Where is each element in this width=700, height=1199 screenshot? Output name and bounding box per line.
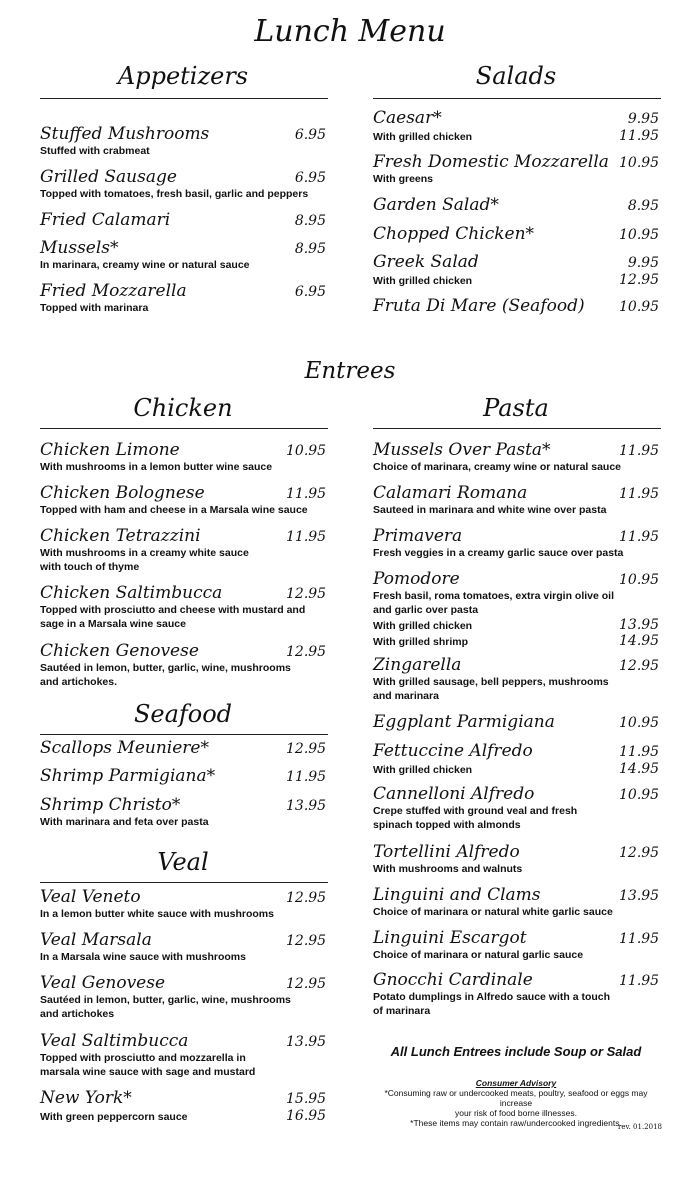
- item-description: With grilled chicken: [373, 275, 473, 287]
- chicken-heading: Chicken: [133, 394, 233, 422]
- veal-heading: Veal: [157, 848, 209, 876]
- menu-item: [40, 641, 326, 689]
- menu-item: [40, 738, 326, 758]
- item-price: 11.95: [619, 931, 660, 947]
- menu-item: [373, 195, 659, 215]
- menu-item: [373, 108, 659, 144]
- item-description: Choice of marinara or natural white garlic sauce: [373, 906, 613, 918]
- menu-item: [373, 152, 659, 186]
- item-name: Zingarella: [373, 655, 462, 675]
- menu-item: [40, 795, 326, 829]
- item-name: Scallops Meuniere*: [40, 738, 209, 758]
- item-name: Pomodore: [373, 569, 460, 589]
- item-name: Mussels*: [40, 238, 119, 258]
- item-price: 9.95: [627, 255, 659, 271]
- menu-item: [373, 440, 659, 474]
- item-name: Chicken Tetrazzini: [40, 526, 201, 546]
- menu-item: [373, 483, 659, 517]
- item-price: 10.95: [619, 715, 660, 731]
- item-name: Fruta Di Mare (Seafood): [373, 296, 585, 316]
- menu-item: [373, 885, 659, 919]
- appetizers-heading: Appetizers: [117, 62, 249, 90]
- item-name: Chicken Bolognese: [40, 483, 205, 503]
- item-name: Eggplant Parmigiana: [373, 712, 555, 732]
- item-description-line2: spinach topped with almonds: [373, 819, 521, 831]
- menu-item: [40, 526, 326, 574]
- item-description: In a Marsala wine sauce with mushrooms: [40, 951, 246, 963]
- soup-salad-note: All Lunch Entrees include Soup or Salad: [390, 1044, 642, 1059]
- advisory-title: Consumer Advisory: [475, 1078, 557, 1088]
- item-description: With grilled chicken: [373, 764, 473, 776]
- item-description-line2: and artichokes.: [40, 676, 118, 688]
- item-price-option: 14.95: [619, 633, 660, 649]
- item-name: Mussels Over Pasta*: [373, 440, 551, 460]
- menu-item: [40, 887, 326, 921]
- item-name: Calamari Romana: [373, 483, 528, 503]
- menu-item: [373, 655, 659, 703]
- item-price: 12.95: [286, 586, 327, 602]
- item-name: Veal Genovese: [40, 973, 166, 993]
- consumer-advisory: [373, 1078, 659, 1128]
- item-name: Fried Mozzarella: [40, 281, 187, 301]
- item-price: 13.95: [619, 888, 660, 904]
- item-name: Cannelloni Alfredo: [373, 784, 535, 804]
- item-price: 11.95: [619, 486, 660, 502]
- item-description-line2: marsala wine sauce with sage and mustard: [40, 1066, 256, 1078]
- entrees-heading: Entrees: [304, 358, 396, 384]
- menu-item: [40, 583, 326, 631]
- pasta-rule: [373, 428, 661, 429]
- item-price: 11.95: [619, 744, 660, 760]
- item-name: Fried Calamari: [40, 210, 171, 230]
- item-name: Primavera: [373, 526, 463, 546]
- item-price: 13.95: [286, 1034, 327, 1050]
- item-price: 12.95: [286, 644, 327, 660]
- item-description: Choice of marinara or natural garlic sauce: [373, 949, 584, 961]
- item-description: With mushrooms and walnuts: [373, 863, 523, 875]
- item-description: Crepe stuffed with ground veal and fresh: [373, 805, 578, 817]
- item-name: Stuffed Mushrooms: [40, 124, 210, 144]
- item-price: 11.95: [286, 486, 327, 502]
- menu-item: [373, 296, 659, 316]
- item-description: In a lemon butter white sauce with mushrooms: [40, 908, 274, 920]
- pasta-heading: Pasta: [483, 394, 549, 422]
- menu-item: [40, 1088, 326, 1124]
- menu-item: [373, 712, 659, 732]
- chicken-rule: [40, 428, 328, 429]
- item-price: 11.95: [286, 529, 327, 545]
- item-price: 12.95: [619, 845, 660, 861]
- menu-item: [40, 167, 326, 201]
- item-price: 8.95: [294, 213, 326, 229]
- item-description: With mushrooms in a lemon butter wine sauce: [40, 461, 273, 473]
- item-description-line2: and artichokes: [40, 1008, 115, 1020]
- item-name: Chicken Saltimbucca: [40, 583, 223, 603]
- item-price: 11.95: [619, 529, 660, 545]
- menu-item: [373, 252, 659, 288]
- menu-item: [40, 1031, 326, 1079]
- item-name: Tortellini Alfredo: [373, 842, 520, 862]
- menu-item: [373, 569, 659, 649]
- menu-item: [40, 766, 326, 786]
- appetizers-rule: [40, 98, 328, 99]
- item-price: 12.95: [286, 976, 327, 992]
- item-price: 15.95: [286, 1091, 327, 1107]
- menu-item: [40, 930, 326, 964]
- item-name: Garden Salad*: [373, 195, 499, 215]
- item-price: 6.95: [294, 284, 326, 300]
- item-name: Linguini and Clams: [373, 885, 541, 905]
- item-description: With green peppercorn sauce: [40, 1111, 188, 1123]
- advisory-line: *Consuming raw or undercooked meats, poultry, seafood or eggs may increase: [384, 1088, 648, 1108]
- item-price: 10.95: [619, 572, 660, 588]
- menu-item: [40, 483, 326, 517]
- item-name: Shrimp Parmigiana*: [40, 766, 216, 786]
- item-description: Sautéed in lemon, butter, garlic, wine, mushrooms: [40, 662, 291, 674]
- item-price-option: 12.95: [619, 272, 660, 288]
- item-option-label: With grilled shrimp: [373, 636, 468, 648]
- menu-item: [40, 440, 326, 474]
- item-name: Linguini Escargot: [373, 928, 527, 948]
- item-price: 10.95: [619, 155, 660, 171]
- revision-date: rev. 01.2018: [617, 1123, 662, 1131]
- item-price: 6.95: [294, 127, 326, 143]
- menu-item: [373, 526, 659, 560]
- item-price-option: 14.95: [619, 761, 660, 777]
- salads-rule: [373, 98, 661, 99]
- item-name: Gnocchi Cardinale: [373, 970, 533, 990]
- item-name: Chicken Limone: [40, 440, 180, 460]
- item-description: Topped with prosciutto and cheese with mustard and: [40, 604, 306, 616]
- item-description: Topped with marinara: [40, 302, 149, 314]
- item-price: 9.95: [627, 111, 659, 127]
- item-price: 13.95: [286, 798, 327, 814]
- menu-item: [373, 842, 659, 876]
- item-description: Choice of marinara, creamy wine or natural sauce: [373, 461, 622, 473]
- item-price: 10.95: [619, 299, 660, 315]
- item-price: 6.95: [294, 170, 326, 186]
- menu-item: [373, 784, 659, 832]
- item-name: Veal Veneto: [40, 887, 141, 907]
- menu-item: [40, 973, 326, 1021]
- item-price: 11.95: [286, 769, 327, 785]
- item-description: With greens: [373, 173, 433, 185]
- item-price: 8.95: [294, 241, 326, 257]
- item-description-line2: with touch of thyme: [40, 561, 140, 573]
- item-price: 12.95: [286, 741, 327, 757]
- menu-item: [40, 124, 326, 158]
- item-description: Topped with ham and cheese in a Marsala wine sauce: [40, 504, 308, 516]
- item-description: With mushrooms in a creamy white sauce: [40, 547, 249, 559]
- item-price: 11.95: [619, 443, 660, 459]
- menu-item: [40, 238, 326, 272]
- item-price: 10.95: [619, 787, 660, 803]
- item-name: New York*: [40, 1088, 132, 1108]
- menu-item: [40, 210, 326, 230]
- item-description-line2: sage in a Marsala wine sauce: [40, 618, 186, 630]
- item-price: 12.95: [286, 890, 327, 906]
- item-name: Chopped Chicken*: [373, 224, 535, 244]
- item-description: Topped with prosciutto and mozzarella in: [40, 1052, 246, 1064]
- item-description: Fresh veggies in a creamy garlic sauce over pasta: [373, 547, 624, 559]
- menu-item: [373, 741, 659, 777]
- salads-heading: Salads: [475, 62, 557, 90]
- item-price: 11.95: [619, 973, 660, 989]
- item-price-option: 11.95: [619, 128, 660, 144]
- item-description: In marinara, creamy wine or natural sauce: [40, 259, 250, 271]
- item-description-line2: of marinara: [373, 1005, 431, 1017]
- seafood-rule: [40, 734, 328, 735]
- item-price-option: 13.95: [619, 617, 660, 633]
- item-name: Fettuccine Alfredo: [373, 741, 533, 761]
- item-description: With grilled chicken: [373, 131, 473, 143]
- advisory-line: your risk of food borne illnesses.: [455, 1108, 577, 1118]
- item-name: Caesar*: [373, 108, 442, 128]
- item-name: Greek Salad: [373, 252, 479, 272]
- item-description: Sautéed in lemon, butter, garlic, wine, mushrooms: [40, 994, 291, 1006]
- item-name: Grilled Sausage: [40, 167, 177, 187]
- item-description-line2: and garlic over pasta: [373, 604, 479, 616]
- item-description: Potato dumplings in Alfredo sauce with a touch: [373, 991, 611, 1003]
- item-name: Chicken Genovese: [40, 641, 199, 661]
- item-price-option: 16.95: [286, 1108, 327, 1124]
- advisory-line: *These items may contain raw/undercooked ingredients.: [410, 1118, 622, 1128]
- item-price: 10.95: [286, 443, 327, 459]
- veal-rule: [40, 882, 328, 883]
- item-price: 10.95: [619, 227, 660, 243]
- item-description: With grilled sausage, bell peppers, mushrooms: [373, 676, 609, 688]
- item-option-label: With grilled chicken: [373, 620, 473, 632]
- item-name: Shrimp Christo*: [40, 795, 181, 815]
- item-name: Veal Saltimbucca: [40, 1031, 189, 1051]
- item-price: 12.95: [286, 933, 327, 949]
- item-price: 12.95: [619, 658, 660, 674]
- item-description: Fresh basil, roma tomatoes, extra virgin olive oil: [373, 590, 614, 602]
- item-description-line2: and marinara: [373, 690, 439, 702]
- seafood-heading: Seafood: [133, 700, 233, 728]
- page-title: Lunch Menu: [254, 14, 446, 49]
- item-description: With marinara and feta over pasta: [40, 816, 209, 828]
- menu-item: [373, 224, 659, 244]
- item-description: Topped with tomatoes, fresh basil, garlic and peppers: [40, 188, 309, 200]
- item-description: Sauteed in marinara and white wine over pasta: [373, 504, 607, 516]
- menu-item: [40, 281, 326, 315]
- item-price: 8.95: [627, 198, 659, 214]
- menu-item: [373, 928, 659, 962]
- item-name: Fresh Domestic Mozzarella: [373, 152, 609, 172]
- item-description: Stuffed with crabmeat: [40, 145, 150, 157]
- menu-item: [373, 970, 659, 1018]
- item-name: Veal Marsala: [40, 930, 152, 950]
